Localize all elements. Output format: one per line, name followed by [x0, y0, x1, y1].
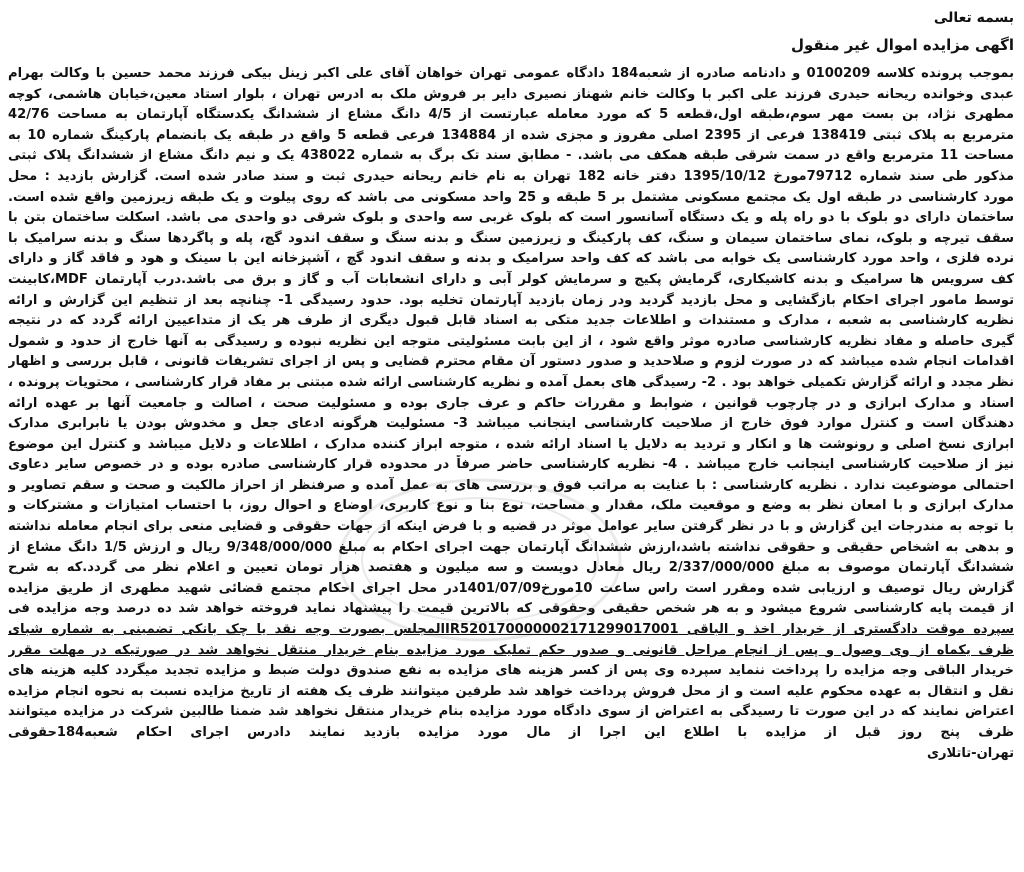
document-page	[8, 8, 1014, 866]
body-line: و بدهی به اشخاص حقیقی و حقوقی نداشته باشد،ارزش ششدانگ آپارتمان جهت اجرای احکام به مبلغ 9/348/000/000 ریال و ارزش 1/5 دانگ مشاع از	[8, 539, 1014, 555]
bismillah-heading: بسمه تعالی	[933, 10, 1014, 26]
body-line: عبدی وخوانده ریحانه حیدری فرزند علی اکبر با وکالت خانم شهناز نصیری دایر بر فروش ملک به ادرس تهران ، بلوار استاد معین،خیابان هاشمی، کوچه	[8, 86, 1014, 102]
body-line: نقل و انتقال به عهده محکوم علیه است و از محل فروش پرداخت خواهد شد طرفین میتوانند ظرف یک هفته از تاریخ مزایده نسبت به نحوه انجام مزایده	[8, 683, 1014, 699]
body-line: مطهری نژاد، بن بست مهر سوم،طبقه اول،قطعه 5 که مورد معامله عبارتست از 4/5 دانگ مشاع از ششدانگ یکدستگاه آپارتمان به مساحت 42/76	[8, 107, 1014, 123]
body-line: احتمالی موضوعیت ندارد . نظریه کارشناسی : با عنایت به مراتب فوق و بررسی های به عمل آمده و صرفنظر از احراز مالکیت و صحت و سقم تصاویر و	[8, 477, 1014, 493]
body-line: نرده فلزی ، واحد مورد کارشناسی یک خوابه می باشد که کف واحد سرامیک و بدنه و سقف اندود گچ ، آشپزخانه این با سینک و هود و فاقد گاز و دارای	[8, 251, 1014, 267]
body-line: اقدامات انجام شده میباشد که در صورت لزوم و صلاحدید و صدور دستور آن مقام محترم قضایی و پس از اجرای تشریفات قانونی ، قابل بررسی و اظهار	[8, 354, 1014, 370]
body-line: سقف تیرچه و بلوک، نمای ساختمان سیمان و سنگ، کف پارکینگ و زیرزمین سنگ و بدنه سنگ و سقف اندود گچ، پله و پاگردها سنگ و بدنه سرامیک با	[8, 230, 1014, 246]
body-line: نیز از صلاحیت کارشناسی اینجانب خارج میباشد . 4- نظریه کارشناسی حاضر صرفاً در محدوده قرار کارشناسی صادره بوده و در خصوص سایر دعاوی	[8, 457, 1014, 473]
body-line: ساختمان دارای دو بلوک با دو راه پله و یک دستگاه آسانسور است که بلوک غربی سه واحدی و بلوک شرقی دو واحدی می باشد. اسکلت ساختمان بتن با	[8, 210, 1014, 226]
body-line: مترمربع به پلاک ثبتی 138419 فرعی از 2395 اصلی مفروز و مجزی شده از 134884 فرعی قطعه 5 واقع در طبقه یک بانضمام پارکینگ شماره 10 به	[8, 127, 1014, 143]
body-line: کف سرویس ها سرامیک و بدنه کاشیکاری، گرمایش پکیج و سرمایش کولر آبی و دارای انشعابات آب و گاز و برق می باشد.درب آپارتمان MDF،کابینت	[8, 271, 1014, 287]
notice-body	[8, 64, 1014, 764]
body-line: بموجب پرونده کلاسه 0100209 و دادنامه صادره از شعبه184 دادگاه عمومی تهران خواهان آقای علی اکبر زینل بیکی فرزند محمد حسین با وکالت بهرام	[8, 66, 1014, 81]
body-line: توسط مامور اجرای احکام بازگشایی و محل بازدید گردید ودر زمان بازدید آپارتمان تخلیه بود. حدود رسیدگی 1- چنانچه بعد از تنظیم این گزارش و ارائه	[8, 292, 1014, 308]
notice-title: اگهی مزایده اموال غیر منقول	[790, 36, 1014, 54]
body-line: گزارش ریال توصیف و ارزیابی شده ومقرر است راس ساعت 10مورخ1401/07/09در محل اجرای احکام مجتمع قضائی شهید مطهری از طریق مزایده	[8, 580, 1014, 596]
body-line: خریدار الباقی وجه مزایده را پرداخت ننماید سپرده وی پس از کسر هزینه های مزایده به نفع صندوق دولت ضبط و مزایده تجدید میگردد کلیه هزینه های	[8, 663, 1014, 679]
body-line: مذکور طی سند شماره 79712مورخ 1395/10/12 دفتر خانه 182 تهران به نام خانم ریحانه حیدری ثبت و سند صادر شده است. گزارش بازدید : محل	[8, 168, 1014, 184]
body-line: مساحت 11 مترمربع واقع در سمت شرقی طبقه همکف می باشد. - مطابق سند تک برگ به شماره 438022 یک و نیم دانگ مشاع از ششدانگ پلاک ثبتی	[8, 148, 1014, 164]
body-line-signature: تهران-تاتلاری	[926, 745, 1014, 761]
body-line: مورد کارشناسی در طبقه اول یک مجتمع مسکونی مشتمل بر 5 طبقه و 25 واحد مسکونی می باشد که روی پیلوت و یک طبقه زیرزمین واقع شده است.	[8, 189, 1014, 205]
body-line-underlined: ظرف یکماه از وی وصول و پس از انجام مراحل قانونی و صدور حکم تملیک مورد مزایده بنام خریدار منتقل نخواهد شد در صورتیکه در مهلت مقرر	[8, 642, 1014, 658]
body-line: اعتراض نمایند که در این صورت تا رسیدگی به اعتراض از سوی دادگاه مورد مزایده بنام خریدار منتقل نخواهد شد ضمنا طالبین شرکت در مزایده میتوانند	[8, 704, 1014, 720]
body-line: دهندگان است و کنترل موارد فوق خارج از صلاحیت کارشناسی اینجانب میباشد 3- مسئولیت هرگونه ادعای جعل و مخدوش بودن یا نابرابری مدارک	[8, 416, 1014, 432]
body-line: گیری حاصله و مفاد نظریه کارشناسی صادره موثر واقع شود ، از این بابت مسئولیتی متوجه این نظریه نبوده و رسیدگی به آنها خارج از حدود و شمول	[8, 333, 1014, 349]
body-line-underlined: سپرده موقت دادگستری از خریدار اخذ و الباقی IR520170000002171299017001المجلس بصورت وجه نقد یا چک بانکی تضمینی به شماره شبای	[8, 622, 1014, 638]
body-line: نظر مجدد و ارائه گزارش تکمیلی خواهد بود . 2- رسیدگی های بعمل آمده و نظریه کارشناسی ارائه شده مبتنی بر مفاد قرار کارشناسی ، محتویات پرونده ،	[8, 374, 1014, 390]
body-line: مدارک ابرازی و با امعان نظر به وضع و موقعیت ملک، مقدار و مساحت، نوع بنا و نوع کاربری، اوضاع و احوال روز، با احتساب امتیازات و مشترکات و	[8, 498, 1014, 514]
body-line: اسناد و مدارک ابرازی و در چارچوب قوانین ، ضوابط و مقررات حاکم و عرف جاری بوده و مسئولیت صحت ، اصالت و جامعیت آنها بر عهده ارائه	[8, 395, 1014, 411]
body-line: نظریه کارشناسی به شعبه ، مدارک و مستندات و اطلاعات جدید متکی به اسناد قابل قبول دیگری از طرف هر یک از متداعیین ارائه گردد که در نتیجه	[8, 313, 1014, 329]
body-line: با توجه به مندرجات این گزارش و با در نظر گرفتن سایر عوامل موثر در قضیه و با فرض اینکه از جهات حقوقی و قضایی منعی برای انجام معامله نداشته	[8, 519, 1014, 535]
body-line: از قیمت پایه کارشناسی شروع میشود و به هر شخص حقیقی وحقوقی که بالاترین قیمت را پیشنهاد نماید فروخته خواهد شد ده درصد وجه مزایده فی	[8, 601, 1014, 617]
body-line: ابرازی نسخ اصلی و رونوشت ها و انکار و تردید به دلایل یا اسناد ارائه شده ، متوجه ابراز کننده مدارک ، اطلاعات و دلایل میباشد و کنترل این موضوع	[8, 436, 1014, 452]
body-line: ظرف پنج روز قبل از مزایده با اطلاع این اجرا از مال مورد مزایده بازدید نمایند دادرس اجرای احکام شعبه184حقوقی	[8, 725, 1014, 740]
body-line: ششدانگ آپارتمان موصوف به مبلغ 2/337/000/000 ریال معادل دویست و سه میلیون و هفتصد هزار تومان تعیین و اعلام نظر می گردد.که به شرح	[8, 560, 1014, 576]
